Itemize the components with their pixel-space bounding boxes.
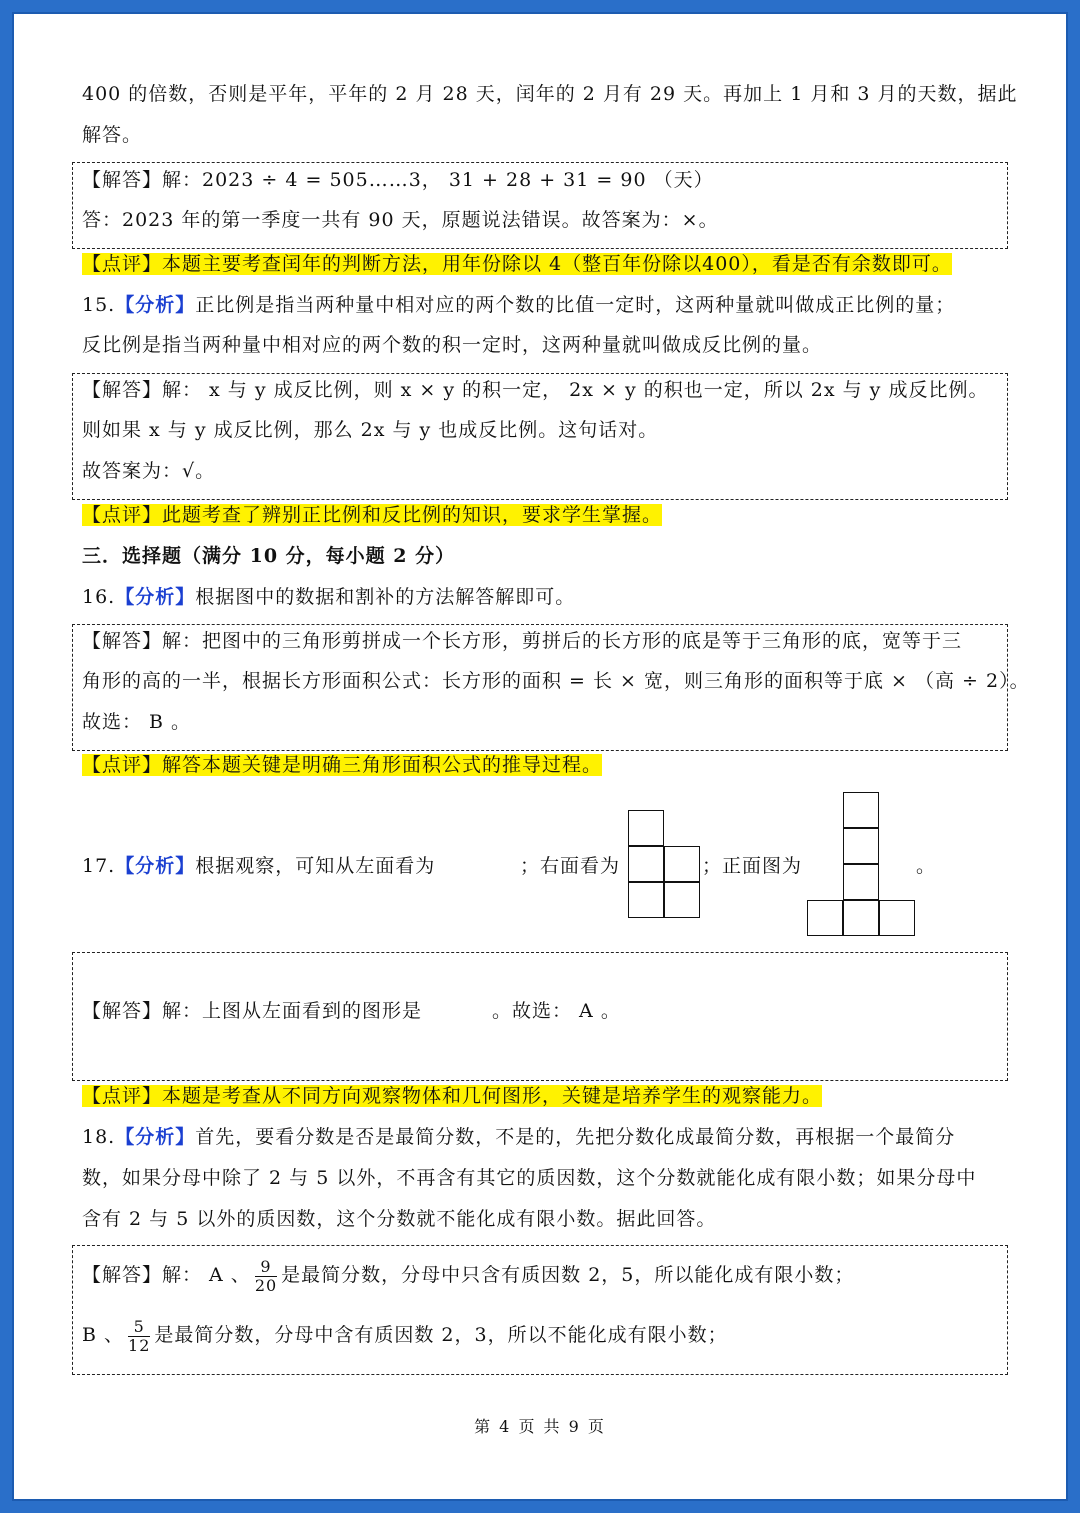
comment-line <box>82 501 662 529</box>
analysis-tag: 【分析】 <box>115 855 196 877</box>
right-view-figure <box>628 810 702 918</box>
square-cell <box>664 882 700 918</box>
text-line: 解答。 <box>82 124 143 146</box>
question-number: 18. <box>82 1126 116 1148</box>
square-cell <box>843 828 879 864</box>
answer-line: 故答案为：√。 <box>82 460 216 482</box>
text-line: 反比例是指当两种量中相对应的两个数的积一定时，这两种量就叫做成反比例的量。 <box>82 334 823 356</box>
answer-line: 则如果 x 与 y 成反比例，那么 2x 与 y 也成反比例。这句话对。 <box>82 419 659 441</box>
answer-line: 故选： B 。 <box>82 711 192 733</box>
analysis-tag: 【分析】 <box>115 586 196 608</box>
comment-highlight: 【点评】本题是考查从不同方向观察物体和几何图形，关键是培养学生的观察能力。 <box>82 1085 823 1107</box>
analysis-tag: 【分析】 <box>115 294 196 316</box>
comment-line <box>82 250 952 278</box>
square-cell <box>843 900 879 936</box>
comment-highlight: 【点评】解答本题关键是明确三角形面积公式的推导过程。 <box>82 754 603 776</box>
fraction-numerator: 5 <box>128 1318 150 1337</box>
question-17-analysis <box>82 852 435 880</box>
fraction-denominator: 20 <box>254 1275 278 1295</box>
answer-text: B 、 <box>82 1324 125 1346</box>
question-16-analysis <box>82 583 575 611</box>
answer-text: 【解答】解： A 、 <box>82 1264 251 1286</box>
answer-text: 是最简分数，分母中只含有质因数 2，5，所以能化成有限小数； <box>281 1264 855 1286</box>
answer-line: 【解答】解：2023 ÷ 4 = 505……3， 31 + 28 + 31 = 90 （天） <box>82 169 714 191</box>
analysis-text: 根据观察，可知从左面看为 <box>195 855 436 877</box>
comment-line <box>82 1082 822 1110</box>
answer-line <box>82 1257 854 1295</box>
comment-line <box>82 751 602 779</box>
answer-text: 是最简分数，分母中含有质因数 2，3，所以不能化成有限小数； <box>154 1324 728 1346</box>
question-number: 16. <box>82 586 116 608</box>
analysis-text: ；右面看为 <box>520 855 621 877</box>
analysis-text: 正比例是指当两种量中相对应的两个数的比值一定时，这两种量就叫做成正比例的量； <box>195 294 956 316</box>
answer-line: 【解答】解： x 与 y 成反比例，则 x × y 的积一定， 2x × y 的积也一定，所以 2x 与 y 成反比例。 <box>82 379 989 401</box>
analysis-text: 。 <box>916 855 937 877</box>
text-line: 400 的倍数，否则是平年，平年的 2 月 28 天，闰年的 2 月有 29 天。再加上 1 月和 3 月的天数，据此 <box>82 83 1018 105</box>
answer-line: 角形的高的一半，根据长方形面积公式：长方形的面积 = 长 × 宽，则三角形的面积等于底 × （高 ÷ 2）。 <box>82 670 1030 692</box>
analysis-text: 根据图中的数据和割补的方法解答解即可。 <box>195 586 576 608</box>
question-number: 17. <box>82 855 116 877</box>
analysis-text: ；正面图为 <box>702 855 803 877</box>
square-cell <box>843 792 879 828</box>
square-cell <box>843 864 879 900</box>
question-18-analysis <box>82 1123 955 1151</box>
analysis-text: 首先，要看分数是否是最简分数，不是的，先把分数化成最简分数，再根据一个最简分 <box>195 1126 956 1148</box>
square-cell <box>664 846 700 882</box>
text-line: 含有 2 与 5 以外的质因数，这个分数就不能化成有限小数。据此回答。 <box>82 1208 717 1230</box>
front-view-figure <box>807 792 915 936</box>
answer-text: 。故选： A 。 <box>492 1000 621 1022</box>
square-cell <box>807 900 843 936</box>
fraction <box>255 1258 277 1295</box>
square-cell <box>628 846 664 882</box>
section-heading: 三．选择题（满分 10 分，每小题 2 分） <box>82 545 456 567</box>
question-number: 15. <box>82 294 116 316</box>
analysis-tag: 【分析】 <box>115 1126 196 1148</box>
answer-line <box>82 1317 728 1355</box>
square-cell <box>879 900 915 936</box>
fraction-denominator: 12 <box>128 1335 151 1355</box>
question-15-analysis <box>82 291 955 319</box>
fraction-numerator: 9 <box>255 1258 277 1277</box>
comment-highlight: 【点评】本题主要考查闰年的判断方法，用年份除以 4（整百年份除以400），看是否有余数即可。 <box>82 253 952 275</box>
square-cell <box>628 810 664 846</box>
page-footer: 第 4 页 共 9 页 <box>474 1417 606 1436</box>
text-line: 数，如果分母中除了 2 与 5 以外，不再含有其它的质因数，这个分数就能化成有限小数；如果分母中 <box>82 1167 977 1189</box>
answer-line: 【解答】解：把图中的三角形剪拼成一个长方形，剪拼后的长方形的底是等于三角形的底，宽等于三 <box>82 630 963 652</box>
answer-line: 答：2023 年的第一季度一共有 90 天，原题说法错误。故答案为：×。 <box>82 209 719 231</box>
answer-line <box>82 997 621 1025</box>
square-cell <box>628 882 664 918</box>
answer-text: 【解答】解：上图从左面看到的图形是 <box>82 1000 423 1022</box>
fraction <box>128 1318 150 1355</box>
comment-highlight: 【点评】此题考查了辨别正比例和反比例的知识，要求学生掌握。 <box>82 504 663 526</box>
